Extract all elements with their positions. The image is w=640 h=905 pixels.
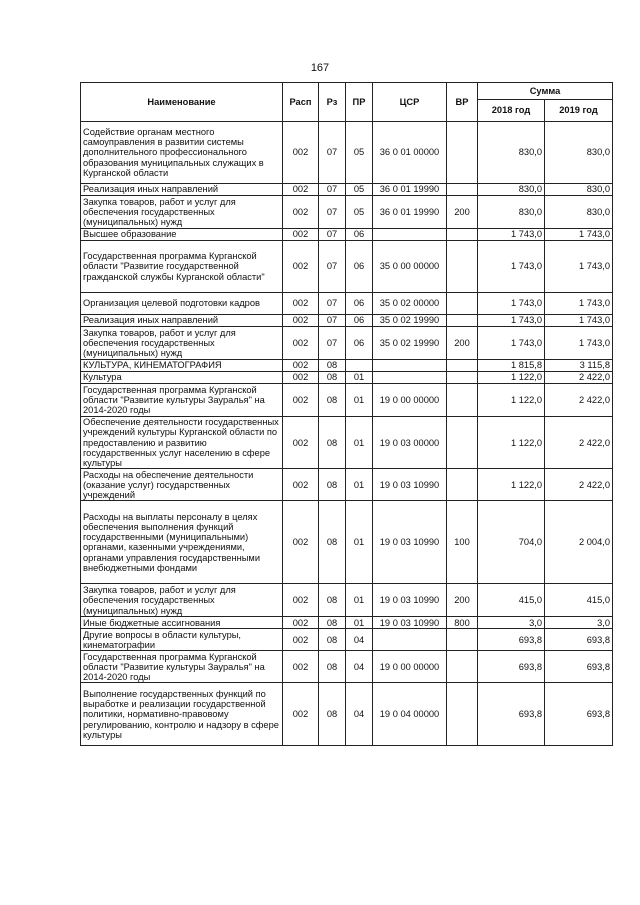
cell-name: Культура [81,372,283,384]
cell-y2018: 693,8 [478,683,545,746]
cell-name: Иные бюджетные ассигнования [81,617,283,629]
cell-y2018: 1 743,0 [478,293,545,315]
cell-name: Реализация иных направлений [81,315,283,327]
cell-y2018: 1 122,0 [478,469,545,501]
cell-y2018: 704,0 [478,501,545,584]
cell-pr: 01 [346,469,373,501]
cell-y2019: 2 004,0 [545,501,613,584]
cell-pr: 01 [346,584,373,617]
cell-rz: 07 [319,293,346,315]
header-2018: 2018 год [478,100,545,122]
cell-vr [447,683,478,746]
table-row [81,683,613,746]
cell-csr: 36 0 01 00000 [373,122,447,184]
cell-y2018: 830,0 [478,196,545,229]
cell-vr [447,360,478,372]
table-row [81,360,613,372]
cell-pr: 06 [346,293,373,315]
cell-name: Государственная программа Курганской области "Развитие государственной гражданской службы Курганской области" [81,241,283,293]
table-row [81,501,613,584]
cell-pr: 04 [346,629,373,651]
cell-rasp: 002 [283,315,319,327]
cell-vr [447,122,478,184]
cell-y2019: 693,8 [545,651,613,683]
cell-rz: 07 [319,229,346,241]
cell-vr [447,293,478,315]
cell-y2019: 693,8 [545,629,613,651]
cell-pr [346,360,373,372]
cell-vr [447,229,478,241]
table-row [81,184,613,196]
cell-pr: 01 [346,384,373,417]
cell-rasp: 002 [283,651,319,683]
cell-pr: 01 [346,372,373,384]
cell-csr [373,229,447,241]
cell-y2018: 693,8 [478,629,545,651]
cell-csr: 19 0 00 00000 [373,651,447,683]
cell-y2019: 2 422,0 [545,372,613,384]
cell-name: Закупка товаров, работ и услуг для обеспечения государственных (муниципальных) нужд [81,327,283,360]
table-row [81,196,613,229]
cell-rasp: 002 [283,469,319,501]
cell-rasp: 002 [283,327,319,360]
table-row [81,469,613,501]
cell-vr [447,469,478,501]
cell-rz: 07 [319,122,346,184]
cell-csr: 36 0 01 19990 [373,196,447,229]
table-row [81,315,613,327]
cell-y2019: 2 422,0 [545,469,613,501]
cell-rz: 07 [319,196,346,229]
cell-name: Обеспечение деятельности государственных учреждений культуры Курганской области по предоставлению и развитию государственных услуг населению в сфере культуры [81,417,283,469]
cell-y2019: 415,0 [545,584,613,617]
cell-name: Государственная программа Курганской области "Развитие культуры Зауралья" на 2014-2020 годы [81,651,283,683]
budget-table [80,82,613,746]
table-row [81,241,613,293]
cell-y2019: 693,8 [545,683,613,746]
cell-pr: 01 [346,617,373,629]
cell-csr: 35 0 00 00000 [373,241,447,293]
table-row [81,384,613,417]
page-number: 167 [310,62,330,74]
cell-y2018: 1 743,0 [478,241,545,293]
cell-y2018: 1 815,8 [478,360,545,372]
cell-rz: 08 [319,469,346,501]
table-body [81,122,613,746]
table-row [81,372,613,384]
cell-name: Высшее образование [81,229,283,241]
cell-y2018: 693,8 [478,651,545,683]
cell-y2019: 3,0 [545,617,613,629]
cell-csr: 19 0 04 00000 [373,683,447,746]
cell-name: Расходы на обеспечение деятельности (оказание услуг) государственных учреждений [81,469,283,501]
header-2019: 2019 год [545,100,613,122]
cell-y2018: 1 122,0 [478,384,545,417]
cell-rasp: 002 [283,584,319,617]
cell-pr: 06 [346,241,373,293]
header-rasp: Расп [283,83,319,122]
cell-vr [447,372,478,384]
cell-name: КУЛЬТУРА, КИНЕМАТОГРАФИЯ [81,360,283,372]
cell-y2019: 2 422,0 [545,384,613,417]
cell-vr [447,417,478,469]
cell-rasp: 002 [283,241,319,293]
cell-rasp: 002 [283,384,319,417]
cell-rasp: 002 [283,360,319,372]
cell-rasp: 002 [283,229,319,241]
cell-rz: 08 [319,384,346,417]
cell-vr [447,315,478,327]
cell-name: Закупка товаров, работ и услуг для обеспечения государственных (муниципальных) нужд [81,196,283,229]
cell-rz: 07 [319,241,346,293]
cell-rz: 08 [319,617,346,629]
cell-pr: 05 [346,184,373,196]
header-name: Наименование [81,83,283,122]
cell-y2019: 2 422,0 [545,417,613,469]
cell-rz: 08 [319,360,346,372]
cell-rasp: 002 [283,501,319,584]
table-row [81,584,613,617]
header-sum: Сумма [478,83,613,100]
cell-y2019: 3 115,8 [545,360,613,372]
cell-vr: 800 [447,617,478,629]
table-row [81,229,613,241]
cell-csr [373,360,447,372]
header-vr: ВР [447,83,478,122]
cell-csr: 19 0 00 00000 [373,384,447,417]
cell-csr [373,629,447,651]
cell-y2019: 1 743,0 [545,241,613,293]
cell-rasp: 002 [283,122,319,184]
cell-y2018: 830,0 [478,122,545,184]
cell-name: Содействие органам местного самоуправления в развитии системы дополнительного профессионального образования муниципальных служащих в Курганской области [81,122,283,184]
cell-name: Организация целевой подготовки кадров [81,293,283,315]
table-row [81,417,613,469]
cell-rasp: 002 [283,293,319,315]
cell-pr: 05 [346,196,373,229]
cell-rasp: 002 [283,184,319,196]
cell-name: Расходы на выплаты персоналу в целях обеспечения выполнения функций государственными (муниципальными) органами, казенными учреждениями, органами управления государственными внебюджетными фондами [81,501,283,584]
cell-vr [447,384,478,417]
cell-y2018: 3,0 [478,617,545,629]
table-row [81,327,613,360]
cell-rz: 07 [319,327,346,360]
cell-csr: 36 0 01 19990 [373,184,447,196]
header-csr: ЦСР [373,83,447,122]
cell-csr: 35 0 02 19990 [373,327,447,360]
cell-vr [447,651,478,683]
cell-csr: 35 0 02 19990 [373,315,447,327]
cell-name: Реализация иных направлений [81,184,283,196]
cell-csr: 19 0 03 10990 [373,617,447,629]
cell-vr [447,184,478,196]
table-row [81,651,613,683]
cell-y2018: 1 743,0 [478,327,545,360]
cell-pr: 01 [346,417,373,469]
cell-y2018: 1 743,0 [478,229,545,241]
cell-vr: 100 [447,501,478,584]
cell-y2018: 1 743,0 [478,315,545,327]
table-row [81,617,613,629]
cell-y2019: 830,0 [545,196,613,229]
cell-y2018: 1 122,0 [478,372,545,384]
cell-rz: 07 [319,315,346,327]
cell-rasp: 002 [283,417,319,469]
cell-name: Закупка товаров, работ и услуг для обеспечения государственных (муниципальных) нужд [81,584,283,617]
cell-pr: 06 [346,315,373,327]
cell-rz: 08 [319,683,346,746]
cell-rz: 08 [319,501,346,584]
cell-y2019: 1 743,0 [545,315,613,327]
cell-vr [447,241,478,293]
cell-y2019: 1 743,0 [545,293,613,315]
header-rz: Рз [319,83,346,122]
cell-rz: 08 [319,417,346,469]
table-row [81,629,613,651]
cell-pr: 05 [346,122,373,184]
table-row [81,122,613,184]
cell-csr: 19 0 03 10990 [373,469,447,501]
cell-vr: 200 [447,584,478,617]
cell-rz: 08 [319,629,346,651]
cell-vr [447,629,478,651]
header-pr: ПР [346,83,373,122]
cell-rasp: 002 [283,683,319,746]
cell-rz: 08 [319,584,346,617]
cell-rasp: 002 [283,372,319,384]
cell-csr: 19 0 03 10990 [373,501,447,584]
cell-pr: 04 [346,651,373,683]
cell-y2019: 830,0 [545,184,613,196]
cell-pr: 06 [346,327,373,360]
cell-y2019: 1 743,0 [545,327,613,360]
cell-y2019: 830,0 [545,122,613,184]
cell-y2018: 1 122,0 [478,417,545,469]
cell-rasp: 002 [283,196,319,229]
cell-rz: 08 [319,372,346,384]
cell-csr: 35 0 02 00000 [373,293,447,315]
cell-pr: 01 [346,501,373,584]
cell-vr: 200 [447,327,478,360]
cell-csr: 19 0 03 10990 [373,584,447,617]
cell-csr: 19 0 03 00000 [373,417,447,469]
cell-name: Государственная программа Курганской области "Развитие культуры Зауралья" на 2014-2020 годы [81,384,283,417]
cell-pr: 06 [346,229,373,241]
cell-y2018: 830,0 [478,184,545,196]
cell-vr: 200 [447,196,478,229]
cell-y2019: 1 743,0 [545,229,613,241]
cell-rz: 08 [319,651,346,683]
cell-rz: 07 [319,184,346,196]
cell-csr [373,372,447,384]
cell-name: Выполнение государственных функций по выработке и реализации государственной политики, нормативно-правовому регулированию, контролю и надзору в сфере культуры [81,683,283,746]
cell-rasp: 002 [283,629,319,651]
table-row [81,293,613,315]
cell-name: Другие вопросы в области культуры, кинематографии [81,629,283,651]
cell-rasp: 002 [283,617,319,629]
cell-y2018: 415,0 [478,584,545,617]
cell-pr: 04 [346,683,373,746]
